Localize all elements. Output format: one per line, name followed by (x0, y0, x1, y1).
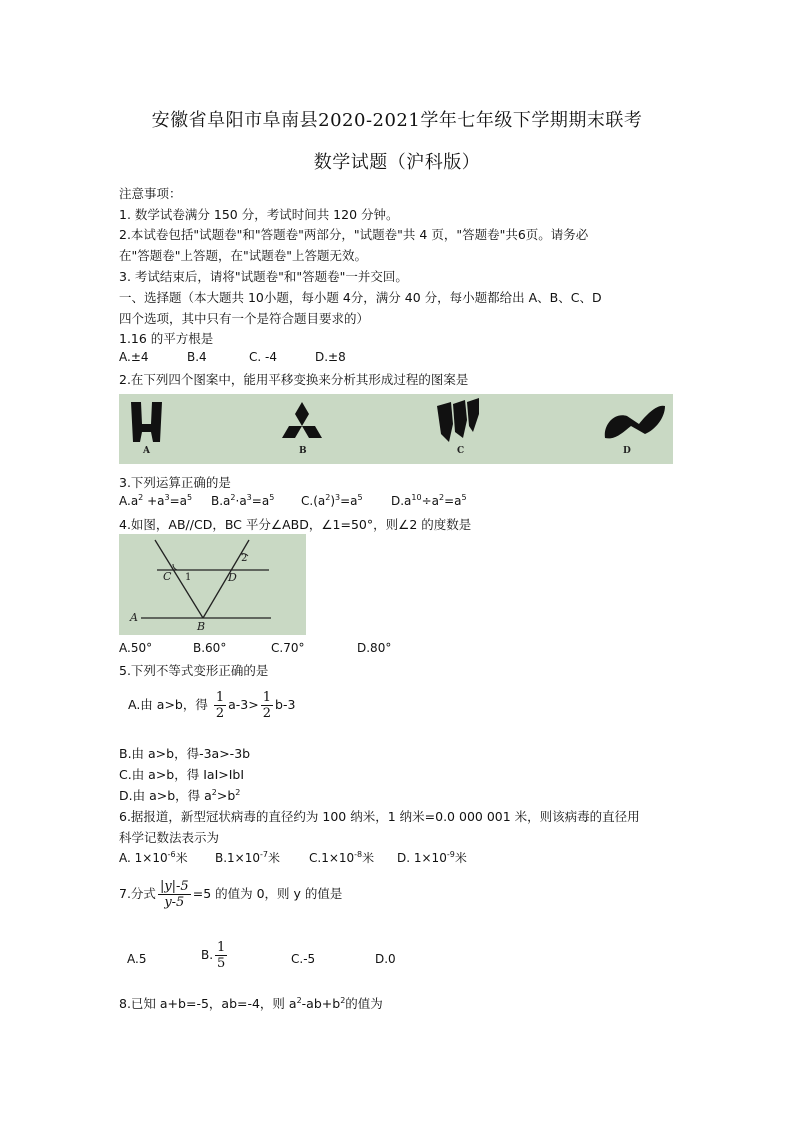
q2-stem: 2.在下列四个图案中，能用平移变换来分析其形成过程的图案是 (119, 372, 469, 387)
section1-line1: 一、选择题（本大题共 10小题，每小题 4分，满分 40 分，每小题都给出 A、B、C、D (119, 290, 602, 305)
exam-subtitle: 数学试题（沪科版） (313, 152, 481, 173)
pattern-a-icon (131, 402, 162, 442)
q5-option-b: B.由 a>b，得-3a>-3b (119, 746, 251, 761)
q6-line1: 6.据报道，新型冠状病毒的直径约为 100 纳米，1 纳米=0.0 000 001 米，则该病毒的直径用 (119, 809, 640, 824)
q4-figure (119, 534, 306, 635)
exam-title: 安徽省阜阳市阜南县2020-2021学年七年级下学期期末联考 (151, 110, 643, 131)
q7-option-b: B. $\frac{1}{5}$ (201, 940, 226, 971)
q3-option-a: $A.a^2 +a^3=a^5$ (119, 493, 193, 508)
line-bd (203, 540, 249, 618)
q8-stem: 8.已知 a+b=-5，ab=-4，则 $a^2-ab+b^2$的值为 (119, 996, 383, 1011)
q7-option-a: A.5 (127, 952, 147, 966)
q4-option-d: D.80° (357, 641, 392, 655)
q6-option-b: $B.1\times 10^{-7}$米 (215, 850, 281, 865)
pattern-b-icon (282, 402, 322, 438)
q4-stem: 4.如图，AB//CD，BC 平分∠ABD，∠1=50°，则∠2 的度数是 (119, 517, 472, 532)
q7-option-d: D.0 (375, 952, 396, 966)
q6-option-c: $C.1\times 10^{-8}$米 (309, 850, 375, 865)
note-2a: 2.本试卷包括"试题卷"和"答题卷"两部分，"试题卷"共 4 页，"答题卷"共6页。请务必 (119, 227, 589, 242)
q5-option-a: A.由 a>b，得 $\frac{1}{2}$ a-3> $\frac{1}{2}$ b-3 (128, 690, 296, 721)
q3-option-d: $D.a^{10}\div a^2=a^5$ (391, 493, 467, 508)
note-2b: 在"答题卷"上答题，在"试题卷"上答题无效。 (119, 248, 367, 263)
q1-option-b: B.4 (187, 350, 207, 364)
q2-figure-svg (119, 394, 673, 464)
q5-option-d: D.由 a>b，得 $a^2>b^2$ (119, 788, 241, 803)
q2-label-c: C (457, 446, 465, 456)
q4-label-b: B (197, 620, 206, 633)
q2-figure (119, 394, 673, 464)
q6-option-a: A. $1\times 10^{-6}$米 (119, 850, 188, 865)
q5-stem: 5.下列不等式变形正确的是 (119, 663, 269, 678)
q1-stem: 1.16 的平方根是 (119, 331, 214, 346)
q3-option-b: $B.a^2\cdot a^3=a^5$ (211, 493, 275, 508)
note-3: 3. 考试结束后，请将"试题卷"和"答题卷"一并交回。 (119, 269, 408, 284)
notes-heading: 注意事项： (119, 186, 182, 201)
q1-option-a: A.±4 (119, 350, 149, 364)
q3-stem: 3.下列运算正确的是 (119, 475, 231, 490)
q2-label-d: D (623, 446, 631, 456)
q7-option-c: C.-5 (291, 952, 316, 966)
q1-option-c: C. -4 (249, 350, 277, 364)
q2-label-b: B (299, 446, 307, 456)
q5-option-c: C.由 a>b，得 IaI>IbI (119, 767, 245, 782)
q4-label-c: C (163, 570, 172, 583)
q6-line2: 科学记数法表示为 (119, 830, 220, 845)
q4-option-a: A.50° (119, 641, 153, 655)
q1-option-d: D.±8 (315, 350, 346, 364)
q4-label-2: 2 (241, 553, 248, 564)
q2-label-a: A (143, 446, 150, 456)
q4-label-a: A (130, 611, 138, 624)
pattern-c-icon (437, 398, 479, 442)
section1-line2: 四个选项，其中只有一个是符合题目要求的） (119, 311, 370, 326)
q4-option-c: C.70° (271, 641, 305, 655)
q7-stem: 7.分式 $\frac{|y|-5}{y-5}$ =5 的值为 0，则 y 的值是 (119, 879, 343, 910)
q6-option-d: D. $1\times 10^{-9}$米 (397, 850, 467, 865)
q4-label-1: 1 (185, 572, 192, 583)
note-1: 1. 数学试卷满分 150 分，考试时间共 120 分钟。 (119, 207, 399, 222)
q4-label-d: D (228, 571, 237, 584)
q3-option-c: $C.(a^2)^3=a^5$ (301, 493, 363, 508)
pattern-d-icon (605, 406, 665, 439)
q4-option-b: B.60° (193, 641, 227, 655)
q4-figure-svg (119, 534, 306, 635)
